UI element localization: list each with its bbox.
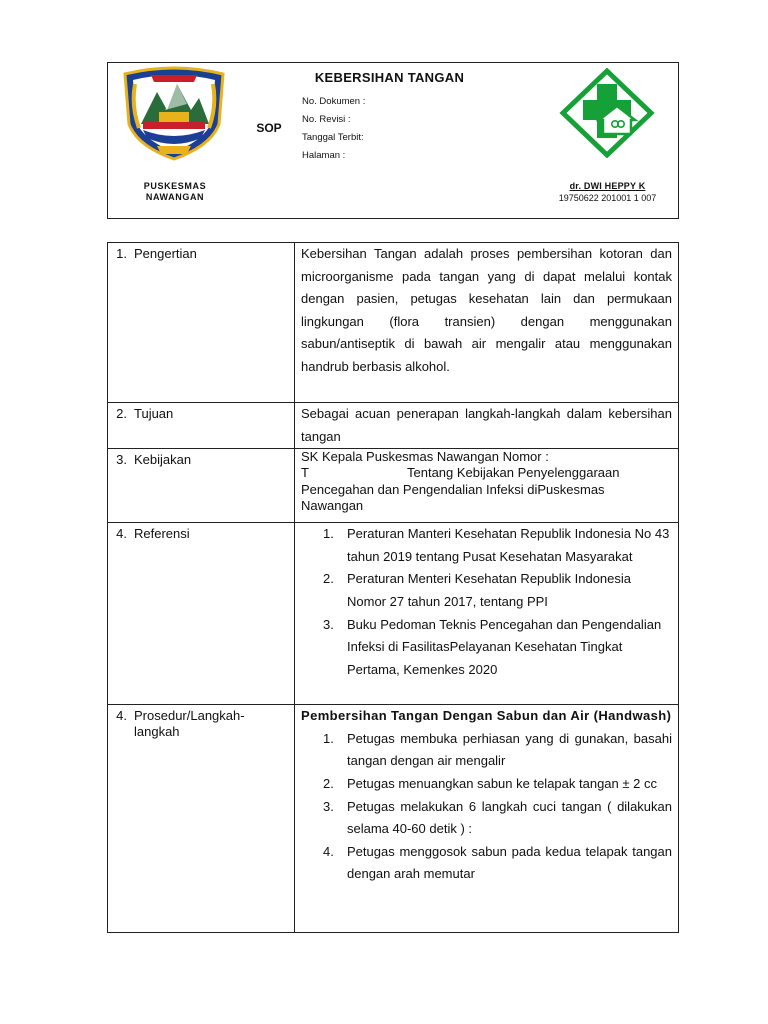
- purpose-text: Sebagai acuan penerapan langkah-langkah dalam kebersihan tangan: [301, 406, 672, 444]
- policy-line-1: SK Kepala Puskesmas Nawangan Nomor :: [301, 449, 549, 465]
- row-label-text: Referensi: [134, 526, 190, 542]
- policy-line-2: [301, 465, 672, 481]
- policy-line-4: Nawangan: [301, 498, 364, 514]
- row-content: [295, 449, 679, 523]
- row-label-text: Tujuan: [134, 406, 174, 421]
- procedure-heading: Pembersihan Tangan Dengan Sabun dan Air (Handwash): [301, 708, 672, 724]
- organization-line-1: PUSKESMAS: [143, 180, 207, 191]
- list-item: 4. Petugas menggosok sabun pada kedua telapak tangan dengan arah memutar: [323, 843, 672, 882]
- list-item: 1. Petugas membuka perhiasan yang di gunakan, basahi tangan dengan air mengalir: [323, 730, 672, 769]
- row-number: 3.: [116, 452, 127, 468]
- row-number: 1.: [116, 246, 127, 261]
- signer-nip: 19750622 201001 1 007: [558, 192, 657, 203]
- table-row: [108, 403, 679, 449]
- row-label: [108, 243, 295, 403]
- sop-header-table: [107, 62, 679, 219]
- row-content: [295, 243, 679, 403]
- row-label-text: Prosedur/Langkah-langkah: [134, 708, 245, 740]
- reference-list: [301, 523, 672, 681]
- row-number: 4.: [116, 526, 127, 542]
- regency-crest-icon: [121, 66, 227, 161]
- row-label: [108, 449, 295, 523]
- list-item: 2. Petugas menuangkan sabun ke telapak tangan ± 2 cc: [323, 775, 657, 791]
- document-title: KEBERSIHAN TANGAN: [314, 70, 465, 85]
- policy-line-3: Pencegahan dan Pengendalian Infeksi diPuskesmas: [301, 481, 605, 497]
- row-label-text: Pengertian: [134, 246, 197, 261]
- right-logo-cell: [537, 63, 678, 164]
- meta-revision: No. Revisi :: [302, 113, 351, 125]
- policy-line-2b: Tentang Kebijakan Penyelenggaraan: [407, 465, 620, 481]
- row-label-text: Kebijakan: [134, 452, 192, 468]
- row-label: [108, 705, 295, 933]
- row-label: [108, 403, 295, 449]
- table-row: [108, 449, 679, 523]
- list-item: 1. Peraturan Manteri Kesehatan Republik Indonesia No 43 tahun 2019 tentang Pusat Kesehatan Masyarakat: [323, 526, 670, 564]
- definition-text: Kebersihan Tangan adalah proses pembersihan kotoran dan microorganisme pada tangan yang di dapat melalui kontak dengan pasien, petugas kesehatan lain dan permukaan lingkungan (flora transien) dengan menggunakan sabun/antiseptik di bawah air mengalir atau menggunakan handrub berbasis alkohol.: [301, 246, 672, 374]
- meta-document-number: No. Dokumen :: [302, 95, 366, 107]
- puskesmas-cross-house-icon: [559, 68, 655, 158]
- procedure-list: [301, 728, 672, 886]
- sop-content-table: [107, 242, 679, 933]
- row-number: 2.: [116, 406, 127, 421]
- meta-page: Halaman :: [302, 149, 346, 161]
- row-label: [108, 523, 295, 705]
- signer-name: dr. DWI HEPPY K: [569, 180, 646, 191]
- signer-block: [537, 164, 678, 219]
- meta-issue-date: Tanggal Terbit:: [302, 131, 364, 143]
- left-logo-cell: [108, 63, 242, 164]
- row-number: 4.: [116, 708, 127, 724]
- row-content: [295, 705, 679, 933]
- list-item: 3. Buku Pedoman Teknis Pencegahan dan Pengendalian Infeksi di FasilitasPelayanan Kesehatan Tingkat Pertama, Kemenkes 2020: [323, 616, 662, 677]
- blank-cell: [242, 164, 537, 219]
- sop-label: SOP: [256, 121, 282, 135]
- policy-line-2a: T: [301, 465, 309, 481]
- organization-name: [108, 164, 242, 219]
- list-item: 3. Petugas melakukan 6 langkah cuci tangan ( dilakukan selama 40-60 detik ) :: [323, 798, 672, 837]
- row-content: [295, 403, 679, 449]
- table-row: [108, 705, 679, 933]
- row-content: [295, 523, 679, 705]
- table-row: [108, 243, 679, 403]
- list-item: 2. Peraturan Menteri Kesehatan Republik Indonesia Nomor 27 tahun 2017, tentang PPI: [323, 571, 632, 609]
- table-row: [108, 523, 679, 705]
- organization-line-2: NAWANGAN: [145, 191, 205, 202]
